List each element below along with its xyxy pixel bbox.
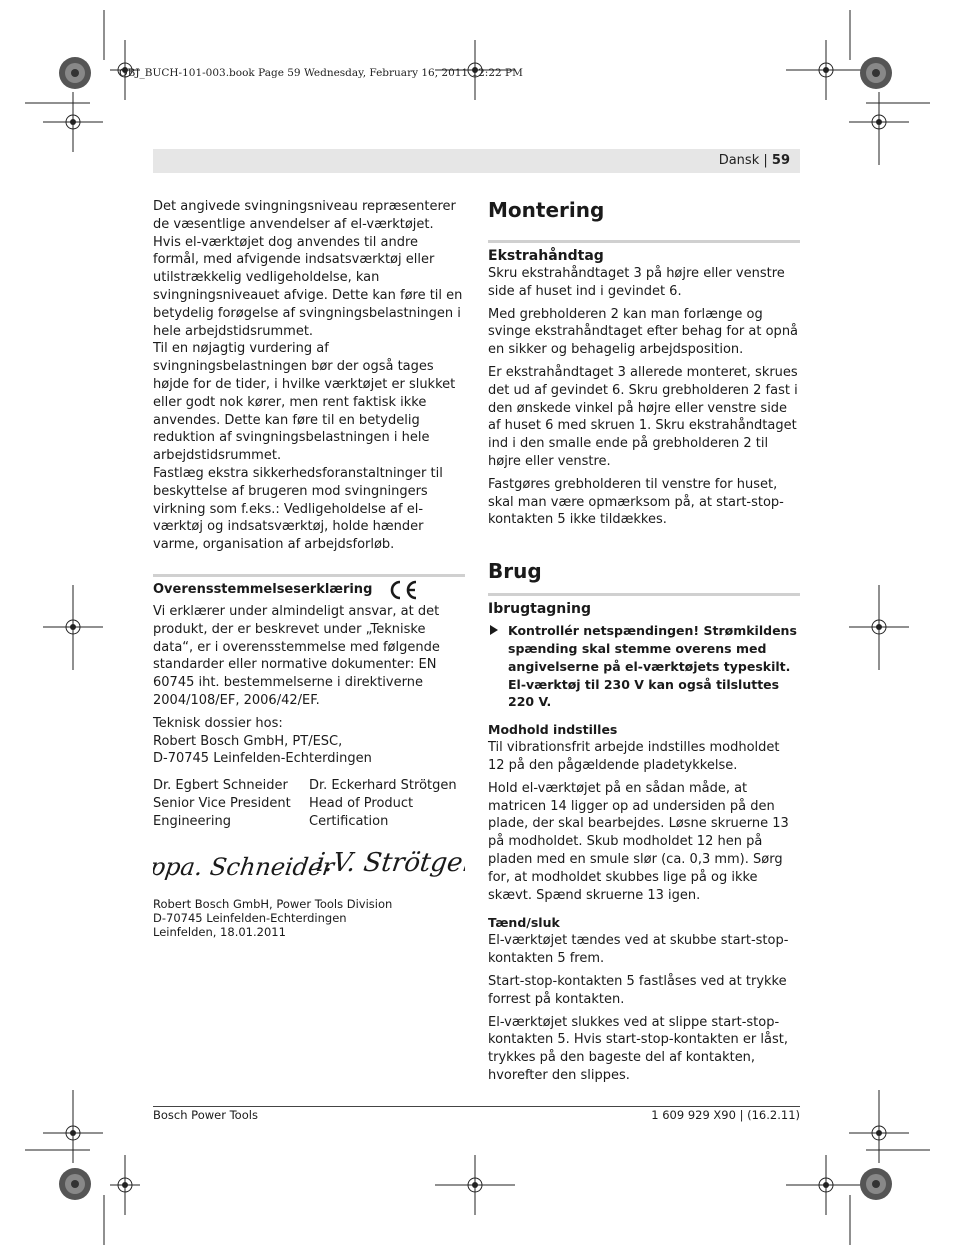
modhold-p1: Til vibrationsfrit arbejde indstilles modholdet 12 på den pågældende pladetykkelse. [488, 740, 780, 773]
taend-p2: Start-stop-kontakten 5 fastlåses ved at trykke forrest på kontakten. [488, 973, 787, 1007]
dossier-address: D-70745 Leinfelden-Echterdingen [153, 751, 372, 767]
right-column [488, 198, 800, 1085]
header-separator: | [763, 153, 768, 168]
brug-heading: Brug [488, 559, 542, 584]
taend-p3: El-værktøjet slukkes ved at slippe start-stop-kontakten 5. Hvis start-stop-kontakten er låst, trykkes på den bageste del af kontakten, hvorefter den slippes. [488, 1014, 788, 1083]
voltage-warning-text: Kontrollér netspændingen! Strømkildens spænding skal stemme overens med angivelserne på el-værktøjets typeskilt. El-værktøj til 230 V kan også tilsluttes 220 V. [508, 623, 797, 710]
ce-mark-icon [388, 580, 418, 600]
print-job-info: OBJ_BUCH-101-003.book Page 59 Wednesday, February 16, 2011 12:22 PM [119, 67, 523, 79]
dossier-label: Teknisk dossier hos: [153, 715, 283, 731]
issuer-line-2: D-70745 Leinfelden-Echterdingen [153, 910, 347, 925]
signer-1-name: Dr. Egbert Schneider [153, 778, 288, 794]
footer-doc-number: 1 609 929 X90 | (16.2.11) [651, 1108, 800, 1122]
signer-2-name: Dr. Eckerhard Strötgen [309, 778, 457, 794]
ekstrahandtag-heading: Ekstrahåndtag [488, 248, 604, 264]
vibration-paragraph-3: Fastlæg ekstra sikkerhedsforanstaltninger til beskyttelse af brugeren mod svingningers virkning som f.eks.: Vedligeholdelse af el-værktøj og indsatsværktøj, holde hænder varme, organisation af arbejdsforløb. [153, 465, 443, 553]
footer-rule [153, 1106, 800, 1107]
issuer-line-3: Leinfelden, 18.01.2011 [153, 924, 286, 939]
ekstrahandtag-p2: Med grebholderen 2 kan man forlænge og svinge ekstrahåndtaget efter behag for at opnå en sikker og behagelig arbejdsposition. [488, 306, 799, 358]
montering-heading: Montering [488, 198, 605, 222]
signer-1 [153, 777, 309, 830]
signature-2: i.V. Strötgen [314, 847, 465, 878]
ekstrahandtag-p3: Er ekstrahåndtaget 3 allerede monteret, skrues det ud af gevindet 6. Skru grebholderen 2 fast i den ønskede vinkel på højre eller venstre side af huset 6 med skruen 1. Skru ekstrahåndtaget ind i den smalle ende på grebholderen 2 til højre eller venstre. [488, 364, 798, 469]
issuer-line-1: Robert Bosch GmbH, Power Tools Division [153, 896, 393, 911]
ekstrahandtag-p4: Fastgøres grebholderen til venstre for huset, skal man være opmærksom på, at start-stop-kontakten 5 ikke tildækkes. [488, 476, 784, 528]
handwritten-signatures [153, 831, 465, 893]
signer-1-title: Senior Vice President [153, 795, 291, 811]
signer-2-title: Head of Product [309, 795, 414, 811]
signer-1-dept: Engineering [153, 813, 231, 829]
footer-brand: Bosch Power Tools [153, 1108, 258, 1122]
bullet-arrow-icon [490, 625, 498, 635]
page-number: 59 [771, 153, 790, 168]
ibrugtagning-heading: Ibrugtagning [488, 601, 592, 618]
header-language: Dansk [718, 153, 760, 168]
page-header-bar [153, 149, 800, 173]
signers [153, 777, 465, 830]
ekstrahandtag-p1: Skru ekstrahåndtaget 3 på højre eller venstre side af huset ind i gevindet 6. [488, 266, 785, 299]
taend-sluk-heading: Tænd/sluk [488, 915, 560, 931]
vibration-paragraph-2: Til en nøjagtig vurdering af svingningsbelastningen bør der også tages højde for de tider, i hvilke værktøjet er slukket eller godt nok kører, men rent faktisk ikke anvendes. Dette kan føre til en betydelig reduktion af svingningsbelastningen i hele arbejdstidsrummet. [153, 341, 456, 464]
left-column [153, 198, 465, 939]
conformity-heading: Overensstemmelseserklæring [153, 581, 373, 597]
conformity-text: Vi erklærer under almindeligt ansvar, at det produkt, der er beskrevet under „Tekniske data“, er i overensstemmelse med følgende standarder eller normative dokumenter: EN 60745 iht. bestemmelserne i direktiverne 2004/108/EF, 2006/42/EF. [153, 603, 440, 708]
signatures [153, 831, 465, 897]
taend-p1: El-værktøjet tændes ved at skubbe start-stop-kontakten 5 frem. [488, 933, 789, 967]
signer-2 [309, 777, 465, 830]
vibration-paragraph-1: Det angivede svingningsniveau repræsenterer de væsentlige anvendelser af el-værktøjet. Hvis el-værktøjet dog anvendes til andre formål, med afvigende indsatsværktøj eller utilstrækkelig vedligeholdelse, kan svingningsniveauet afvige. Dette kan føre til en betydelig forøgelse af svingningsbelastningen i hele arbejdstidsrummet. [153, 199, 463, 339]
modhold-p2: Hold el-værktøjet på en sådan måde, at matricen 14 ligger op ad undersiden på den plade, der skal bearbejdes. Løsne skruerne 13 på modholdet. Skub modholdet 12 hen på pladen med en smule slør (ca. 0,3 mm). Sørg for, at modholdet skubbes lige på og ikke skævt. Spænd skruerne 13 igen. [488, 780, 789, 903]
signature-1: ppa. Schneider [153, 852, 336, 881]
voltage-warning [488, 622, 800, 711]
modhold-heading: Modhold indstilles [488, 722, 618, 738]
dossier-company: Robert Bosch GmbH, PT/ESC, [153, 733, 343, 749]
page-header [719, 153, 790, 168]
signer-2-dept: Certification [309, 813, 389, 829]
